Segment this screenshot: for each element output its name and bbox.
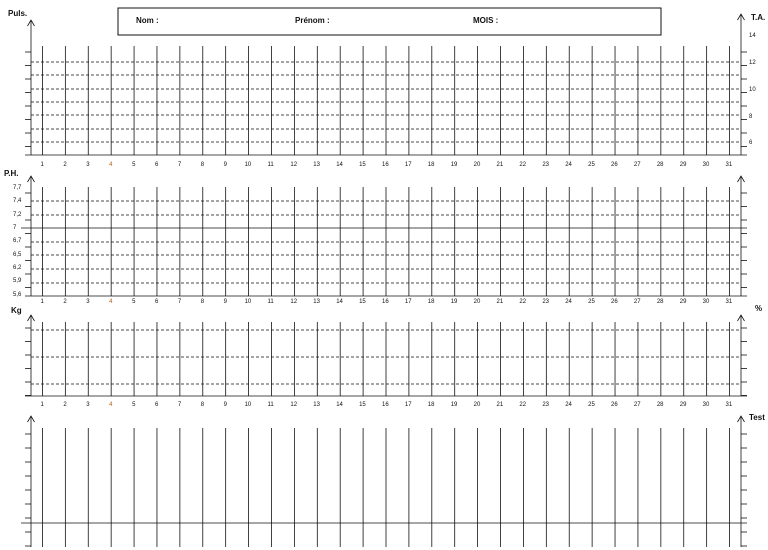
- ph-label: P.H.: [4, 169, 19, 178]
- day-number: 17: [404, 299, 412, 305]
- day-number: 21: [496, 299, 504, 305]
- day-number: 27: [633, 402, 641, 408]
- day-number: 10: [244, 299, 252, 305]
- day-number: 31: [725, 402, 733, 408]
- day-number: 22: [519, 402, 527, 408]
- ta-tick: 6: [749, 140, 753, 146]
- day-number: 27: [633, 299, 641, 305]
- day-number: 7: [177, 162, 182, 168]
- day-number: 8: [200, 299, 205, 305]
- day-number: 4: [109, 402, 113, 408]
- day-number: 2: [63, 299, 67, 305]
- day-number: 15: [359, 299, 366, 305]
- day-number: 15: [359, 402, 366, 408]
- day-number: 24: [565, 402, 572, 408]
- day-number: 30: [702, 299, 710, 305]
- day-number: 9: [223, 162, 228, 168]
- day-number: 7: [177, 299, 182, 305]
- day-number: 17: [404, 402, 412, 408]
- day-number: 11: [267, 162, 274, 168]
- day-number: 1: [40, 402, 44, 408]
- day-number: 13: [313, 299, 320, 305]
- day-number: 26: [611, 402, 618, 408]
- day-number: 1: [40, 299, 44, 305]
- day-number: 3: [86, 162, 90, 168]
- day-number: 10: [244, 402, 252, 408]
- day-number: 13: [313, 162, 320, 168]
- day-number: 26: [611, 299, 618, 305]
- day-number: 17: [404, 162, 412, 168]
- day-number: 11: [267, 402, 274, 408]
- ta-tick: 14: [749, 33, 756, 39]
- day-number: 30: [702, 162, 710, 168]
- day-number: 12: [290, 402, 298, 408]
- day-number: 18: [427, 162, 435, 168]
- ph-tick: 6,7: [13, 238, 22, 244]
- day-number: 14: [336, 299, 343, 305]
- ph-tick: 5,6: [13, 292, 22, 298]
- day-number: 25: [588, 402, 595, 408]
- day-number: 20: [473, 299, 481, 305]
- ph-tick: 7,7: [13, 185, 22, 191]
- ph-tick: 6,2: [13, 265, 22, 271]
- day-number: 16: [382, 299, 389, 305]
- day-number: 21: [496, 402, 504, 408]
- header-box: [118, 8, 661, 35]
- day-number: 9: [223, 402, 228, 408]
- ph-tick: 7: [13, 225, 17, 231]
- kg-label: Kg: [11, 306, 22, 315]
- day-number: 11: [267, 299, 274, 305]
- day-number: 10: [244, 162, 252, 168]
- nom-label: Nom :: [136, 16, 159, 25]
- day-number: 19: [450, 299, 458, 305]
- day-number: 5: [132, 402, 136, 408]
- day-number: 30: [702, 402, 710, 408]
- day-number: 18: [427, 402, 435, 408]
- day-number: 25: [588, 299, 595, 305]
- day-number: 14: [336, 162, 343, 168]
- day-number: 8: [200, 162, 205, 168]
- day-number: 23: [542, 162, 550, 168]
- day-number: 29: [679, 402, 687, 408]
- ta-tick: 8: [749, 114, 753, 120]
- day-number: 1: [40, 162, 44, 168]
- day-number: 16: [382, 402, 389, 408]
- ph-tick: 5,9: [13, 278, 22, 284]
- day-number: 29: [679, 162, 687, 168]
- day-number: 26: [611, 162, 618, 168]
- day-number: 19: [450, 402, 458, 408]
- day-number: 7: [177, 402, 182, 408]
- day-number: 18: [427, 299, 435, 305]
- day-number: 31: [725, 299, 733, 305]
- day-number: 3: [86, 402, 90, 408]
- day-number: 4: [109, 162, 113, 168]
- day-number: 24: [565, 162, 572, 168]
- ph-tick: 7,2: [13, 212, 22, 218]
- day-number: 27: [633, 162, 641, 168]
- day-number: 28: [656, 402, 664, 408]
- day-number: 4: [109, 299, 113, 305]
- day-number: 31: [725, 162, 733, 168]
- test-label: Test: [749, 413, 765, 422]
- ph-tick: 7,4: [13, 198, 22, 204]
- day-number: 19: [450, 162, 458, 168]
- day-number: 6: [154, 402, 159, 408]
- ph-tick: 6,5: [13, 252, 22, 258]
- mois-label: MOIS :: [473, 16, 499, 25]
- day-number: 5: [132, 299, 136, 305]
- day-number: 15: [359, 162, 366, 168]
- day-number: 3: [86, 299, 90, 305]
- day-number: 9: [223, 299, 228, 305]
- day-number: 28: [656, 162, 664, 168]
- day-number: 23: [542, 299, 550, 305]
- grid-layer: [21, 14, 747, 547]
- day-number: 5: [132, 162, 136, 168]
- day-number: 29: [679, 299, 687, 305]
- day-number: 12: [290, 162, 298, 168]
- day-number: 20: [473, 402, 481, 408]
- day-number: 20: [473, 162, 481, 168]
- prenom-label: Prénom :: [295, 16, 330, 25]
- day-number: 12: [290, 299, 298, 305]
- pulse-label: Puls.: [8, 9, 28, 18]
- day-number: 16: [382, 162, 389, 168]
- day-number: 6: [154, 162, 159, 168]
- day-number: 22: [519, 162, 527, 168]
- ta-tick: 12: [749, 60, 756, 66]
- day-number: 21: [496, 162, 504, 168]
- ta-label: T.A.: [751, 13, 766, 22]
- day-number: 8: [200, 402, 205, 408]
- day-number: 13: [313, 402, 320, 408]
- day-number: 25: [588, 162, 595, 168]
- percent-label: %: [755, 304, 763, 313]
- day-number: 2: [63, 162, 67, 168]
- day-number: 2: [63, 402, 67, 408]
- day-number: 28: [656, 299, 664, 305]
- day-number: 22: [519, 299, 527, 305]
- ta-tick: 10: [749, 87, 756, 93]
- day-number: 24: [565, 299, 572, 305]
- day-number: 14: [336, 402, 343, 408]
- day-number: 6: [154, 299, 159, 305]
- day-number: 23: [542, 402, 550, 408]
